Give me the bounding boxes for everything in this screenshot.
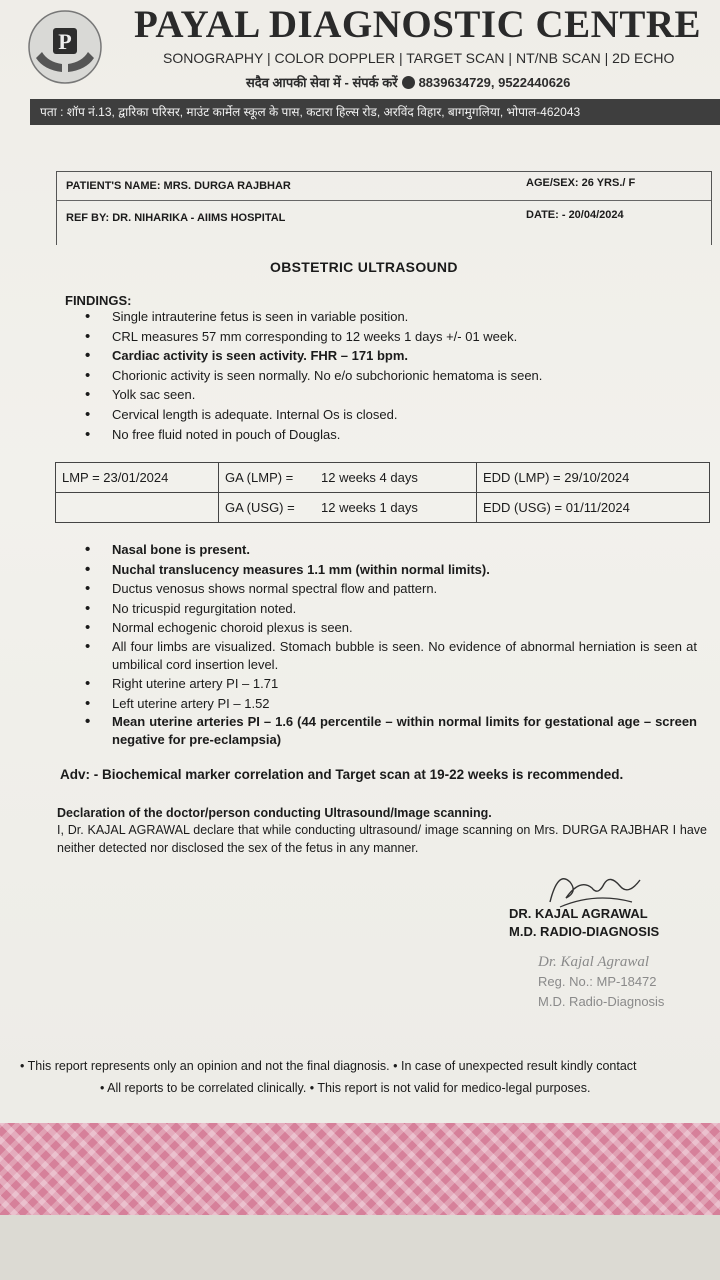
gestational-age-table: [55, 462, 710, 523]
footer-line-2: • All reports to be correlated clinically. • This report is not valid for medico-legal purposes.: [100, 1081, 591, 1095]
ga-usg-label: GA (USG) =: [225, 500, 295, 515]
tagline: सदैव आपकी सेवा में - संपर्क करें: [246, 75, 398, 90]
ga-lmp-cell: [219, 463, 477, 493]
doctor-name: DR. KAJAL AGRAWAL: [509, 906, 648, 921]
services-line: SONOGRAPHY | COLOR DOPPLER | TARGET SCAN | NT/NB SCAN | 2D ECHO: [163, 50, 675, 66]
list-item: • Mean uterine arteries PI – 1.6 (44 percentile – within normal limits for gestational age – screen negative for pre-eclampsia): [85, 713, 697, 749]
list-item: • Normal echogenic choroid plexus is seen.: [85, 618, 697, 638]
centre-name: PAYAL DIAGNOSTIC CENTRE: [134, 3, 702, 46]
list-item: • Chorionic activity is seen normally. No e/o subchorionic hematoma is seen.: [85, 366, 705, 386]
background-surface: [0, 1215, 720, 1280]
table-row: [56, 463, 710, 493]
doctor-qualification: M.D. RADIO-DIAGNOSIS: [509, 924, 660, 939]
findings-heading: FINDINGS:: [65, 293, 132, 308]
table-row: [56, 493, 710, 523]
list-item: • Nasal bone is present.: [85, 540, 697, 560]
svg-text:P: P: [58, 29, 72, 54]
footer-line-1: • This report represents only an opinion and not the final diagnosis. • In case of unexpected result kindly contact: [20, 1059, 637, 1073]
list-item: • Single intrauterine fetus is seen in variable position.: [85, 307, 705, 327]
phone-numbers: 8839634729, 9522440626: [418, 74, 571, 90]
age-sex: AGE/SEX: 26 YRS./ F: [526, 177, 636, 189]
patient-name: PATIENT'S NAME: MRS. DURGA RAJBHAR: [66, 180, 291, 192]
stamp-name: Dr. Kajal Agrawal: [538, 954, 649, 970]
decorative-band: [0, 1123, 720, 1223]
list-item: • No free fluid noted in pouch of Douglas.: [85, 425, 705, 445]
edd-lmp-cell: EDD (LMP) = 29/10/2024: [477, 463, 710, 493]
page-title: OBSTETRIC ULTRASOUND: [270, 259, 458, 275]
observations-list: [85, 540, 697, 749]
list-item: • Right uterine artery PI – 1.71: [85, 674, 697, 694]
address-bar: पता : शॉप नं.13, द्वारिका परिसर, माउंट कार्मेल स्कूल के पास, कटारा हिल्स रोड, अरविंद विहार, बागमुगलिया, भोपाल-462043: [30, 99, 720, 125]
ga-lmp-label: GA (LMP) =: [225, 470, 294, 485]
stamp-reg: Reg. No.: MP-18472: [538, 974, 657, 989]
lmp-cell: LMP = 23/01/2024: [56, 463, 219, 493]
advice-text: Adv: - Biochemical marker correlation and Target scan at 19-22 weeks is recommended.: [60, 767, 624, 782]
list-item: • Yolk sac seen.: [85, 385, 705, 405]
report-date: DATE: - 20/04/2024: [526, 209, 624, 221]
divider: [57, 200, 711, 201]
stamp-qualification: M.D. Radio-Diagnosis: [538, 994, 665, 1009]
ga-usg-cell: [219, 493, 477, 523]
contact-line: [246, 73, 570, 91]
list-item: • CRL measures 57 mm corresponding to 12 weeks 1 days +/- 01 week.: [85, 327, 705, 347]
phone-icon: [402, 76, 415, 89]
declaration-title: Declaration of the doctor/person conducting Ultrasound/Image scanning.: [57, 806, 492, 820]
list-item: • Cervical length is adequate. Internal Os is closed.: [85, 405, 705, 425]
ref-by: REF BY: DR. NIHARIKA - AIIMS HOSPITAL: [66, 212, 286, 224]
declaration-body: I, Dr. KAJAL AGRAWAL declare that while conducting ultrasound/ image scanning on Mrs. DURGA RAJBHAR I have neither detected nor disclosed the sex of the fetus in any manner.: [57, 823, 707, 855]
empty-cell: [56, 493, 219, 523]
ga-usg-value: 12 weeks 1 days: [321, 500, 418, 515]
list-item: • Nuchal translucency measures 1.1 mm (within normal limits).: [85, 560, 697, 580]
findings-list: [85, 307, 705, 444]
list-item: • No tricuspid regurgitation noted.: [85, 599, 697, 619]
list-item: • Cardiac activity is seen activity. FHR – 171 bpm.: [85, 346, 705, 366]
list-item: • Ductus venosus shows normal spectral flow and pattern.: [85, 579, 697, 599]
doctor-stamp: [538, 952, 664, 1012]
list-item: • Left uterine artery PI – 1.52: [85, 694, 697, 714]
list-item: • All four limbs are visualized. Stomach bubble is seen. No evidence of abnormal herniation is seen at umbilical cord insertion level.: [85, 638, 697, 674]
ga-lmp-value: 12 weeks 4 days: [321, 470, 418, 485]
patient-info-box: [56, 171, 712, 245]
edd-usg-cell: EDD (USG) = 01/11/2024: [477, 493, 710, 523]
logo-hands-icon: [26, 8, 104, 86]
